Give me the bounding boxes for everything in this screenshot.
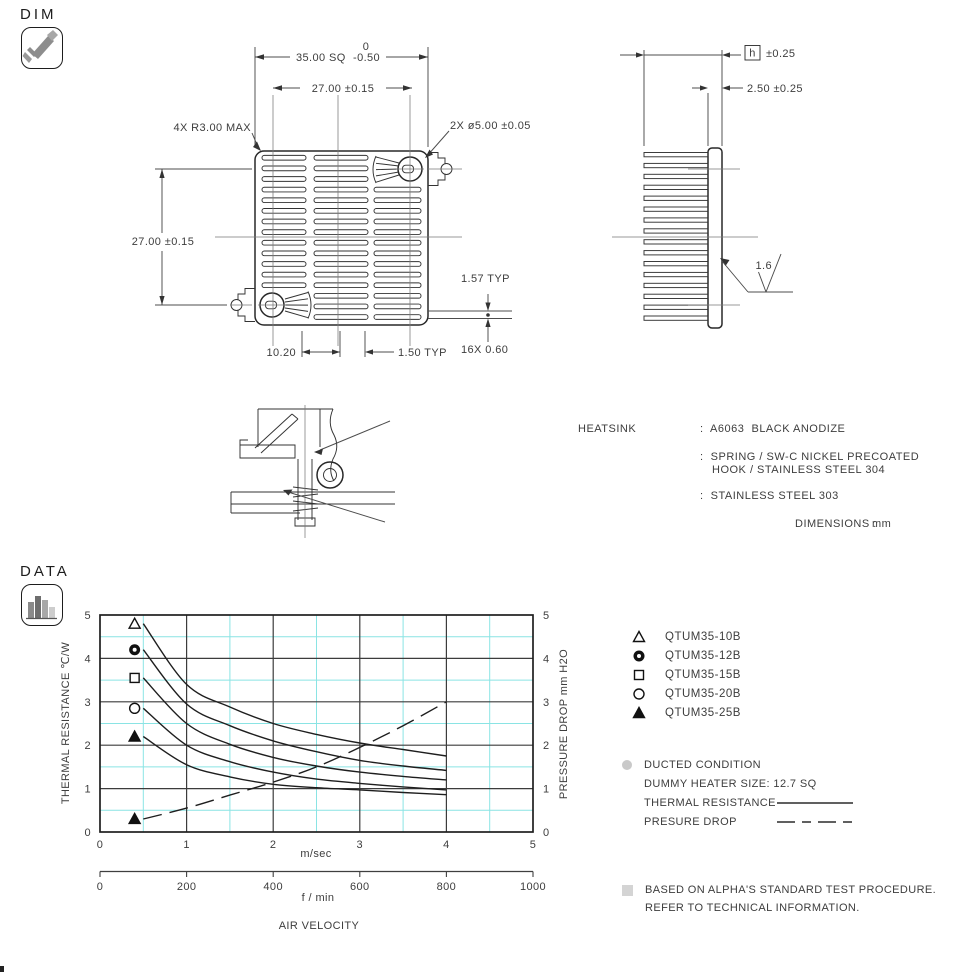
- fin-slot: [262, 187, 306, 192]
- dim-corner-radius: 4X R3.00 MAX: [173, 122, 251, 134]
- spring-hook-detail-view: [231, 405, 395, 538]
- fin-slot: [314, 187, 368, 192]
- dimensions-unit: mm: [872, 518, 892, 530]
- triangle-filled-marker-icon: [129, 731, 140, 741]
- fin-slot: [314, 230, 368, 235]
- fin: [644, 196, 708, 200]
- legend-row: [631, 704, 741, 723]
- fin-slot: [262, 262, 306, 267]
- materials-heading: HEATSINK: [578, 423, 637, 435]
- fin: [644, 218, 708, 222]
- y-axis-right-label: PRESSURE DROP mm H2O: [558, 648, 570, 800]
- fin: [644, 316, 708, 320]
- fin-slot: [262, 283, 306, 288]
- fin-slot: [262, 219, 306, 224]
- front-view-dimensions: [132, 41, 531, 359]
- fin-slot: [374, 262, 421, 267]
- tick-label: 5: [84, 610, 91, 622]
- fin-slot: [314, 304, 368, 309]
- tick-label: 4: [84, 653, 91, 666]
- fin-slot: [314, 272, 368, 277]
- tick-label: 800: [436, 881, 457, 893]
- fin-slot: [262, 240, 306, 245]
- pressure-drop-key: PRESURE DROP: [644, 815, 737, 828]
- heater-size-note: DUMMY HEATER SIZE: 12.7 SQ: [644, 778, 817, 791]
- fin: [644, 262, 708, 266]
- fin: [644, 153, 708, 157]
- condition-title: DUCTED CONDITION: [644, 759, 762, 772]
- dim-holes: 2X ø5.00 ±0.05: [450, 120, 531, 132]
- legend-label: QTUM35-15B: [665, 668, 741, 681]
- fin-slot: [374, 272, 421, 277]
- tick-label: 3: [356, 839, 364, 851]
- curve-pressure-drop: [143, 702, 446, 819]
- x-axis-title: AIR VELOCITY: [278, 920, 360, 932]
- dim-height-symbol: h: [749, 47, 756, 60]
- tick-label: 4: [443, 839, 450, 851]
- tick-label: 3: [543, 696, 550, 709]
- triangle-open-marker-icon: [129, 618, 140, 628]
- fin-slot: [262, 198, 306, 203]
- fin: [644, 185, 708, 189]
- legend-row: [631, 627, 741, 646]
- fin-slot: [262, 177, 306, 182]
- fin-slot: [314, 166, 368, 171]
- x-axis-secondary-unit: f / min: [301, 892, 335, 904]
- triangle-open-marker-icon: [634, 631, 645, 641]
- dim-slot-gap: 1.50 TYP: [398, 347, 447, 359]
- dim-hole-pitch-horizontal: 27.00 ±0.15: [311, 83, 375, 95]
- material-heatsink: : A6063 BLACK ANODIZE: [700, 423, 846, 435]
- fin-slot: [314, 155, 368, 160]
- fin: [644, 163, 708, 167]
- square-open-marker-icon: [130, 673, 139, 682]
- tick-label: 1: [543, 783, 550, 796]
- tick-label: 2: [269, 839, 277, 851]
- thermal-resistance-key: THERMAL RESISTANCE: [644, 796, 776, 809]
- fin-slot: [314, 262, 368, 267]
- fin: [644, 229, 708, 233]
- dimensions-label: DIMENSIONS :: [795, 518, 877, 530]
- fin: [644, 207, 708, 211]
- solid-line-sample: [776, 799, 854, 807]
- fin: [644, 240, 708, 244]
- fin-slot: [262, 155, 306, 160]
- fin-slot: [314, 177, 368, 182]
- fin-slot: [314, 251, 368, 256]
- tick-label: 3: [84, 696, 91, 709]
- tick-label: 400: [263, 881, 283, 893]
- fin-slot: [314, 293, 368, 298]
- dim-outer-square-tol-upper: 0: [362, 41, 370, 53]
- fin-slot: [374, 293, 421, 298]
- gray-circle-bullet-icon: [622, 760, 632, 770]
- dashed-line-sample: [776, 818, 854, 826]
- tick-label: 1: [183, 839, 190, 851]
- curve-qtum35-10b: [143, 624, 446, 756]
- fin-slot: [374, 198, 421, 203]
- curve-qtum35-12b: [143, 650, 446, 771]
- tick-label: 600: [350, 881, 370, 893]
- triangle-filled-marker-icon: [129, 813, 140, 823]
- fin-slot: [262, 209, 306, 214]
- fin-slot: [314, 283, 368, 288]
- fin-slot: [374, 187, 421, 192]
- tick-label: 0: [84, 827, 91, 839]
- tick-label: 5: [543, 610, 550, 622]
- footer-line1: BASED ON ALPHA'S STANDARD TEST PROCEDURE.: [645, 884, 937, 896]
- tick-label: 5: [529, 839, 537, 851]
- tick-label: 1000: [519, 881, 547, 893]
- surface-finish-symbol: [720, 254, 793, 292]
- fin-slot: [262, 166, 306, 171]
- dim-fin-pitch: 1.57 TYP: [461, 273, 510, 285]
- tick-label: 2: [84, 740, 91, 753]
- fin-slot: [374, 240, 421, 245]
- data-section-label: DATA: [20, 563, 70, 580]
- fin-slot: [314, 198, 368, 203]
- tick-label: 1: [84, 783, 91, 796]
- test-condition-notes: [622, 756, 854, 831]
- fin-slot: [374, 209, 421, 214]
- fin-slot: [374, 315, 421, 320]
- tick-label: 0: [543, 827, 550, 839]
- fin-slot: [374, 219, 421, 224]
- triangle-filled-marker-icon: [634, 708, 645, 718]
- dim-outer-square: 35.00 SQ: [296, 52, 346, 64]
- fin-slot: [374, 304, 421, 309]
- dim-base-thickness: 2.50 ±0.25: [747, 83, 803, 95]
- circle-open-marker-icon: [130, 703, 140, 713]
- fin-slot: [374, 230, 421, 235]
- fin: [644, 251, 708, 255]
- material-hook: HOOK / STAINLESS STEEL 304: [712, 464, 886, 476]
- side-view: [612, 46, 803, 329]
- fin-slot: [314, 315, 368, 320]
- dim-hole-pitch-vertical: 27.00 ±0.15: [131, 236, 195, 248]
- fin-slot: [314, 209, 368, 214]
- front-view: [215, 95, 462, 346]
- x-axis-primary-unit: m/sec: [300, 848, 332, 860]
- fin-slot: [262, 251, 306, 256]
- fin-slot: [314, 240, 368, 245]
- fin-slot: [262, 230, 306, 235]
- fin: [644, 283, 708, 287]
- tick-label: 2: [543, 740, 550, 753]
- legend-row: [631, 665, 741, 684]
- footer-note: [622, 881, 936, 917]
- dim-fin-count: 16X 0.60: [461, 344, 509, 356]
- dim-height-tol: ±0.25: [766, 48, 796, 60]
- legend-label: QTUM35-20B: [665, 688, 741, 701]
- legend-row: [631, 646, 741, 665]
- fin: [644, 294, 708, 298]
- tick-label: 200: [176, 881, 197, 893]
- tick-label: 4: [543, 653, 550, 666]
- dim-slot-offset: 10.20: [266, 347, 296, 359]
- dim-section-label: DIM: [20, 6, 57, 23]
- gray-square-bullet-icon: [622, 885, 633, 896]
- fin-slot: [262, 272, 306, 277]
- page-corner-mark: [0, 966, 4, 972]
- circle-open-marker-icon: [634, 689, 644, 699]
- legend-label: QTUM35-10B: [665, 630, 741, 643]
- fin-slot: [314, 219, 368, 224]
- tick-label: 0: [96, 839, 104, 851]
- footer-line2: REFER TO TECHNICAL INFORMATION.: [645, 902, 860, 914]
- fin-slot: [374, 251, 421, 256]
- legend-label: QTUM35-12B: [665, 649, 741, 662]
- fin: [644, 305, 708, 309]
- dim-outer-square-tol-lower: -0.50: [353, 52, 381, 64]
- y-axis-left-label: THERMAL RESISTANCE ℃/W: [60, 641, 72, 805]
- fin: [644, 272, 708, 276]
- legend-label: QTUM35-25B: [665, 707, 741, 720]
- square-open-marker-icon: [635, 670, 644, 679]
- fin: [644, 174, 708, 178]
- legend-row: [631, 685, 741, 704]
- surface-finish-value: 1.6: [755, 260, 772, 272]
- material-spring: : SPRING / SW-C NICKEL PRECOATED: [700, 451, 920, 463]
- material-steel: : STAINLESS STEEL 303: [700, 490, 839, 502]
- chart-legend: [631, 627, 741, 723]
- tick-label: 0: [96, 881, 104, 893]
- fin-slot: [374, 283, 421, 288]
